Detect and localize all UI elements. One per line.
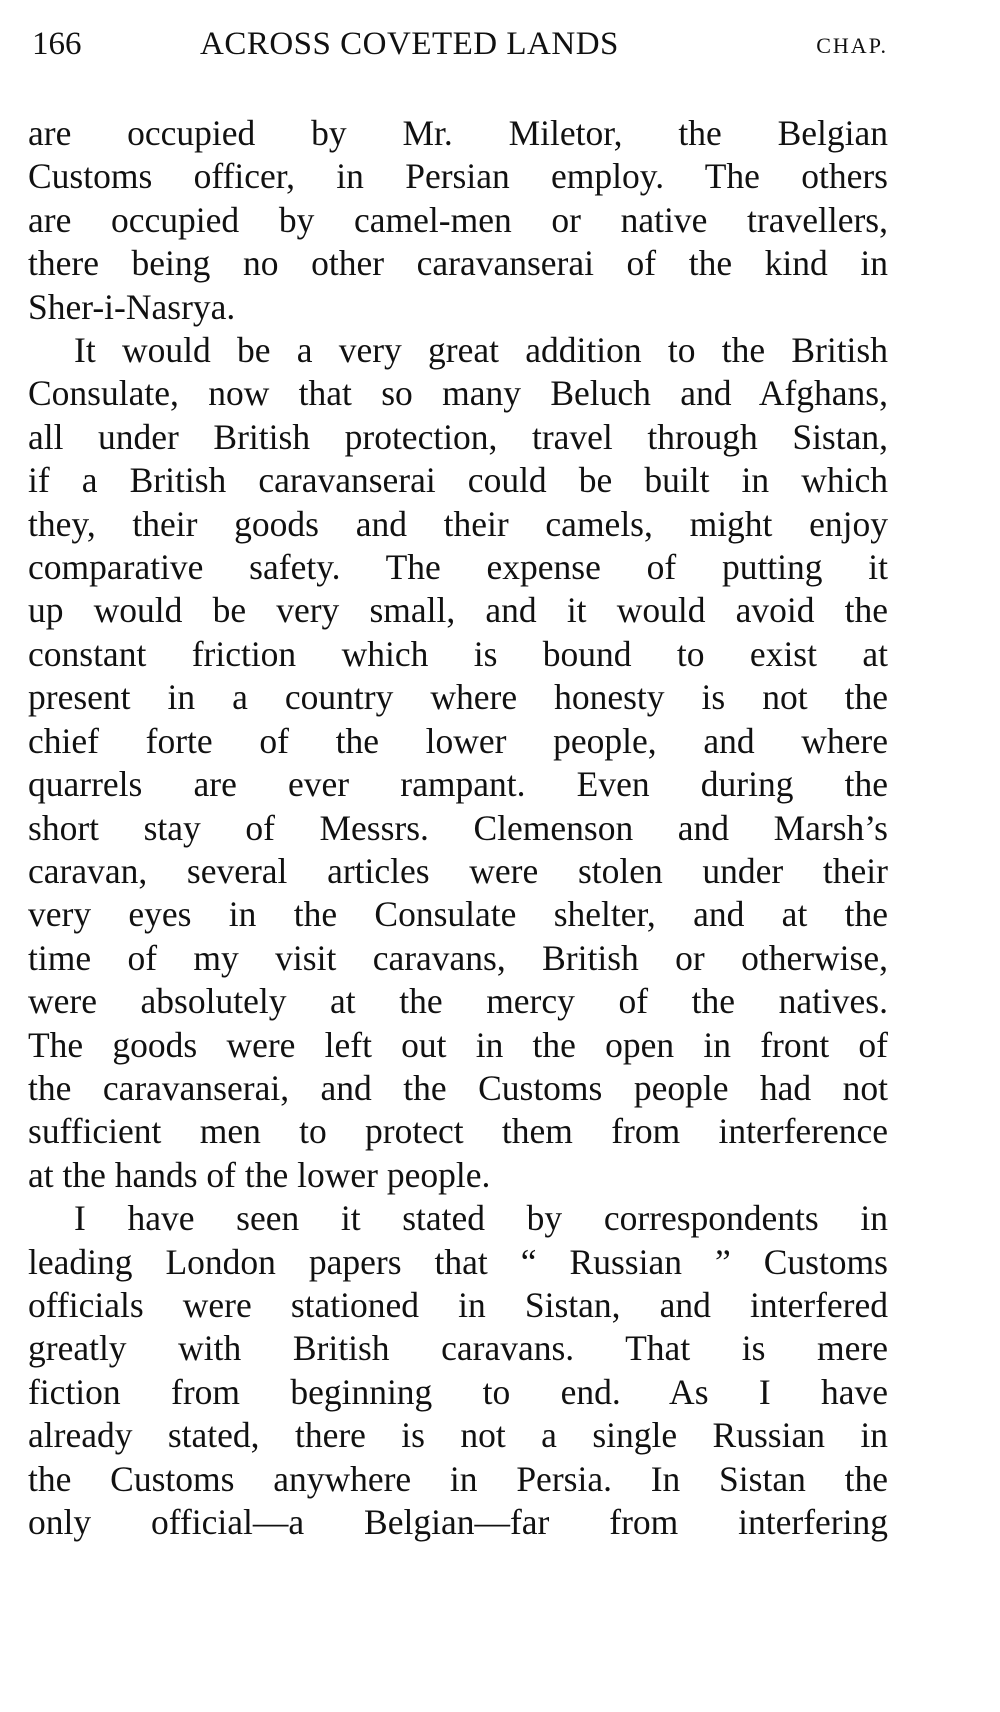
text-line: officials were stationed in Sistan, and interfered [28,1284,888,1325]
chapter-label: CHAP. [816,33,888,58]
text-line: It would be a very great addition to the British [74,330,888,371]
body-text [28,112,888,1544]
paragraph-continued [28,112,888,329]
text-line: greatly with British caravans. That is mere [28,1328,888,1369]
text-line: I have seen it stated by correspondents in [74,1198,888,1239]
text-line: only official—a Belgian—far from interfering [28,1502,888,1542]
text-line: short stay of Messrs. Clemenson and Marsh’s [28,807,888,848]
text-line: sufficient men to protect them from interference [28,1111,888,1152]
text-line: The goods were left out in the open in front of [28,1024,888,1065]
text-line: are occupied by Mr. Miletor, the Belgian [28,113,888,153]
text-line: are occupied by camel-men or native travellers, [28,199,888,240]
text-line: they, their goods and their camels, might enjoy [28,503,888,544]
book-title: ACROSS COVETED LANDS [200,26,619,62]
text-line: present in a country where honesty is not the [28,677,888,718]
text-line: quarrels are ever rampant. Even during the [28,764,888,805]
text-line: the Customs anywhere in Persia. In Sistan the [28,1458,888,1499]
text-line: chief forte of the lower people, and where [28,720,888,761]
paragraph [28,329,888,1197]
text-line: already stated, there is not a single Russian in [28,1415,888,1456]
text-line: comparative safety. The expense of putting it [28,547,888,588]
text-line: the caravanserai, and the Customs people had not [28,1067,888,1108]
text-line: up would be very small, and it would avoid the [28,590,888,631]
text-line: constant friction which is bound to exist at [28,633,888,674]
paragraph [28,1197,888,1544]
text-line: very eyes in the Consulate shelter, and at the [28,894,888,935]
text-line: were absolutely at the mercy of the natives. [28,981,888,1022]
text-line: Consulate, now that so many Beluch and Afghans, [28,373,888,414]
text-line: Sher-i-Nasrya. [28,286,236,327]
text-line: leading London papers that “ Russian ” Customs [28,1241,888,1282]
text-line: all under British protection, travel through Sistan, [28,416,888,457]
text-line: Customs officer, in Persian employ. The others [28,156,888,197]
text-line: caravan, several articles were stolen under their [28,850,888,891]
text-line: at the hands of the lower people. [28,1154,491,1195]
text-line: if a British caravanserai could be built in which [28,460,888,501]
text-line: there being no other caravanserai of the kind in [28,243,888,284]
text-line: fiction from beginning to end. As I have [28,1371,888,1412]
text-line: time of my visit caravans, British or otherwise, [28,937,888,978]
page-number: 166 [32,26,82,62]
book-page [28,22,888,1544]
running-head [28,22,888,66]
